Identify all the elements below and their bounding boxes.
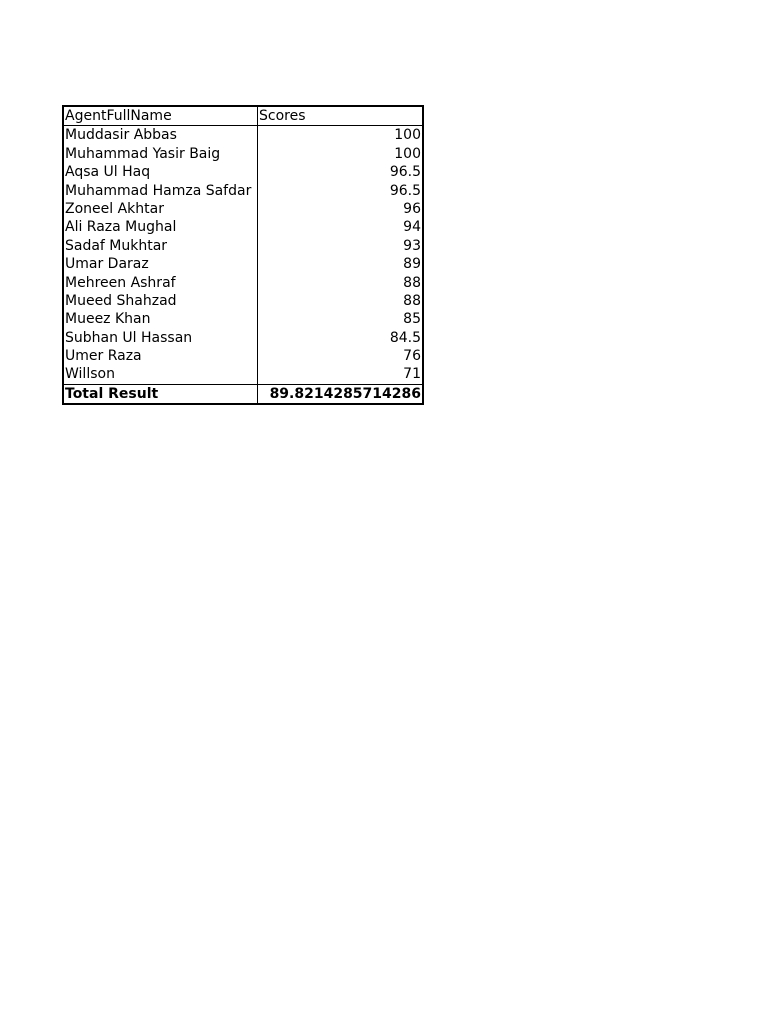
pivot-table [62,105,424,405]
table-row [64,255,422,273]
table-row [64,347,422,365]
table-row [64,365,422,383]
score-cell[interactable]: 100 [394,145,421,162]
agent-name-cell[interactable]: Mueed Shahzad [64,292,258,310]
agent-name-cell[interactable]: Sadaf Mukhtar [64,237,258,255]
table-row [64,126,422,144]
score-cell[interactable]: 85 [403,311,421,328]
table-row [64,163,422,181]
total-score-cell[interactable]: 89.8214285714286 [269,385,421,402]
table-row [64,237,422,255]
score-cell[interactable]: 88 [403,292,421,309]
score-cell[interactable]: 89 [403,256,421,273]
score-cell[interactable]: 96.5 [389,164,421,181]
total-label-cell[interactable]: Total Result [64,385,258,403]
agent-name-cell[interactable]: Zoneel Akhtar [64,200,258,218]
header-row [64,107,422,126]
score-cell[interactable]: 100 [394,127,421,144]
table-row [64,145,422,163]
agent-name-cell[interactable]: Ali Raza Mughal [64,218,258,236]
agent-name-cell[interactable]: Umar Daraz [64,255,258,273]
table-row [64,274,422,292]
column-header-scores[interactable]: Scores [259,108,306,124]
score-cell[interactable]: 76 [403,348,421,365]
column-header-agent-full-name[interactable]: AgentFullName [64,107,258,125]
agent-name-cell[interactable]: Aqsa Ul Haq [64,163,258,181]
agent-name-cell[interactable]: Willson [64,365,258,383]
agent-name-cell[interactable]: Muddasir Abbas [64,126,258,144]
agent-name-cell[interactable]: Muhammad Hamza Safdar [64,182,258,200]
agent-name-cell[interactable]: Mehreen Ashraf [64,274,258,292]
table-row [64,292,422,310]
table-row [64,329,422,347]
score-cell[interactable]: 88 [403,274,421,291]
total-row [64,384,422,403]
score-cell[interactable]: 84.5 [389,329,421,346]
table-row [64,200,422,218]
score-cell[interactable]: 71 [403,366,421,383]
score-cell[interactable]: 96.5 [389,182,421,199]
table-row [64,310,422,328]
score-cell[interactable]: 96 [403,200,421,217]
agent-name-cell[interactable]: Mueez Khan [64,310,258,328]
agent-name-cell[interactable]: Subhan Ul Hassan [64,329,258,347]
agent-name-cell[interactable]: Muhammad Yasir Baig [64,145,258,163]
score-cell[interactable]: 94 [403,219,421,236]
table-row [64,218,422,236]
table-row [64,182,422,200]
score-cell[interactable]: 93 [403,237,421,254]
agent-name-cell[interactable]: Umer Raza [64,347,258,365]
